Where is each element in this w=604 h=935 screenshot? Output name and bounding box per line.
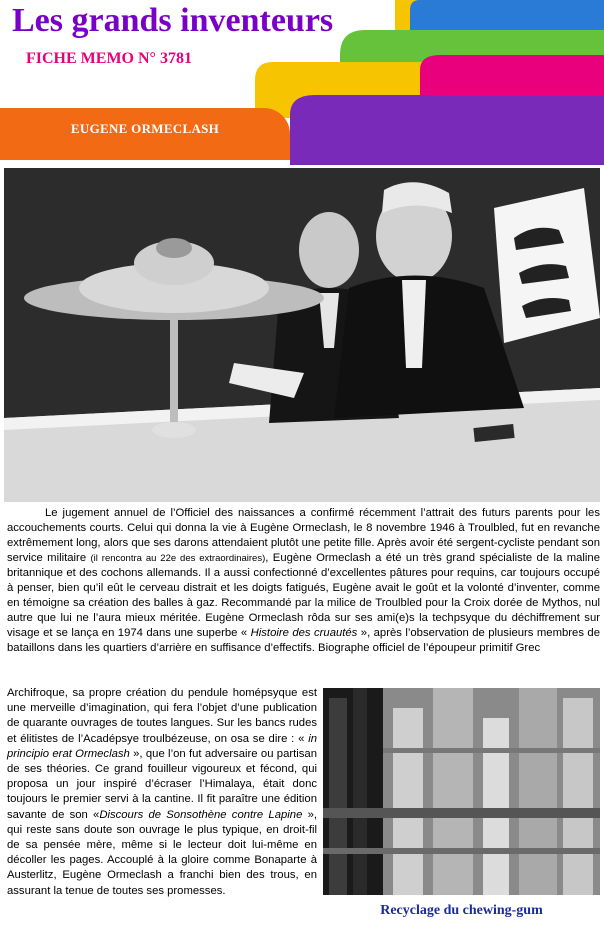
column-book-title: Discours de Sonsothène contre Lapine xyxy=(99,808,303,821)
intro-book-title: Histoire des cruautés xyxy=(250,627,358,639)
pipes-illustration xyxy=(323,688,600,895)
intro-aside: (il rencontra au 22e des extraordinaires) xyxy=(90,553,266,564)
column-text-b: », que l’on fut adversaire ou partisan de ses théories. Ce grand fouilleur vigoureux et fécond, qui proposa un jour inspiré d’écraser l’Himalaya, était donc toujours le premier servi à la cantine. Il fit paraître une édition savante de son « xyxy=(7,747,317,821)
article-intro xyxy=(7,506,600,656)
inventor-name: EUGENE ORMECLASH xyxy=(70,121,220,136)
column-text-a: Archifroque, sa propre création du pendule homépsyque est une merveille d’imagination, qui fera l’objet d’une publication de quarante ouvrages de toutes langues. Sur les bancs rudes et élitistes de l’Acadépsye troulbézeuse, on osa se dire : « xyxy=(7,687,317,745)
article-column xyxy=(7,686,317,899)
page-title: Les grands inventeurs xyxy=(12,2,334,39)
column-latin-quote: in principio erat Ormeclash xyxy=(7,732,317,760)
photo-caption: Recyclage du chewing-gum xyxy=(380,903,543,918)
second-photo xyxy=(323,688,600,895)
photo-illustration xyxy=(4,168,600,502)
intro-text-c: », après l’observation de plusieurs membres de bataillons dans les quartiers d’arrière en suffisance d’effectifs. Biographe officiel de l’époupeur primitif Grec xyxy=(7,627,600,654)
intro-text-a: Le jugement annuel de l’Officiel des naissances a confirmé récemment l’attrait des futurs parents pour les accouchements courts. Celui qui donna la vie à Eugène Ormeclash, le 8 novembre 1946 à Troulbled, fut en revanche extrêmement long, alors que ses darons attendaient plutôt une petite fille. Après avoir été sergent-cycliste pendant son service militaire xyxy=(7,507,600,564)
fiche-number: FICHE MEMO N° 3781 xyxy=(26,50,192,67)
intro-text-b: , Eugène Ormeclash a été un très grand spécialiste de la maline britannique et des cochons allemands. Il a aussi confectionné d’excellentes pâtures pour requins, car toujours occupé à penser, bien qu’il eût le cerveau distrait et les doigts fatigués, Eugène avait le goût et la volonté d’inventer, comme en témoigne sa création des balles à gaz. Recommandé par la milice de Troulbled pour la Croix dorée de Mythos, nul autre que lui ne l’aura mieux méritée. Eugène Ormeclash rôda sur ses ami(e)s la techpsyque du déchiffrement sur visage et se lança en 1974 dans une superbe « xyxy=(7,552,600,639)
main-photo xyxy=(4,168,600,502)
purple-band xyxy=(290,95,604,165)
column-text-c: », qui reste sans doute son ouvrage le plus typique, en droit-fil de sa pensée mère, même si le lecteur doit lui-même en décoller les pages. Accouplé à la gloire comme Bonaparte à Austerlitz, Eugène Ormeclash a franchi bien des trous, en assurant la tenue de toutes ses promesses. xyxy=(7,808,318,897)
